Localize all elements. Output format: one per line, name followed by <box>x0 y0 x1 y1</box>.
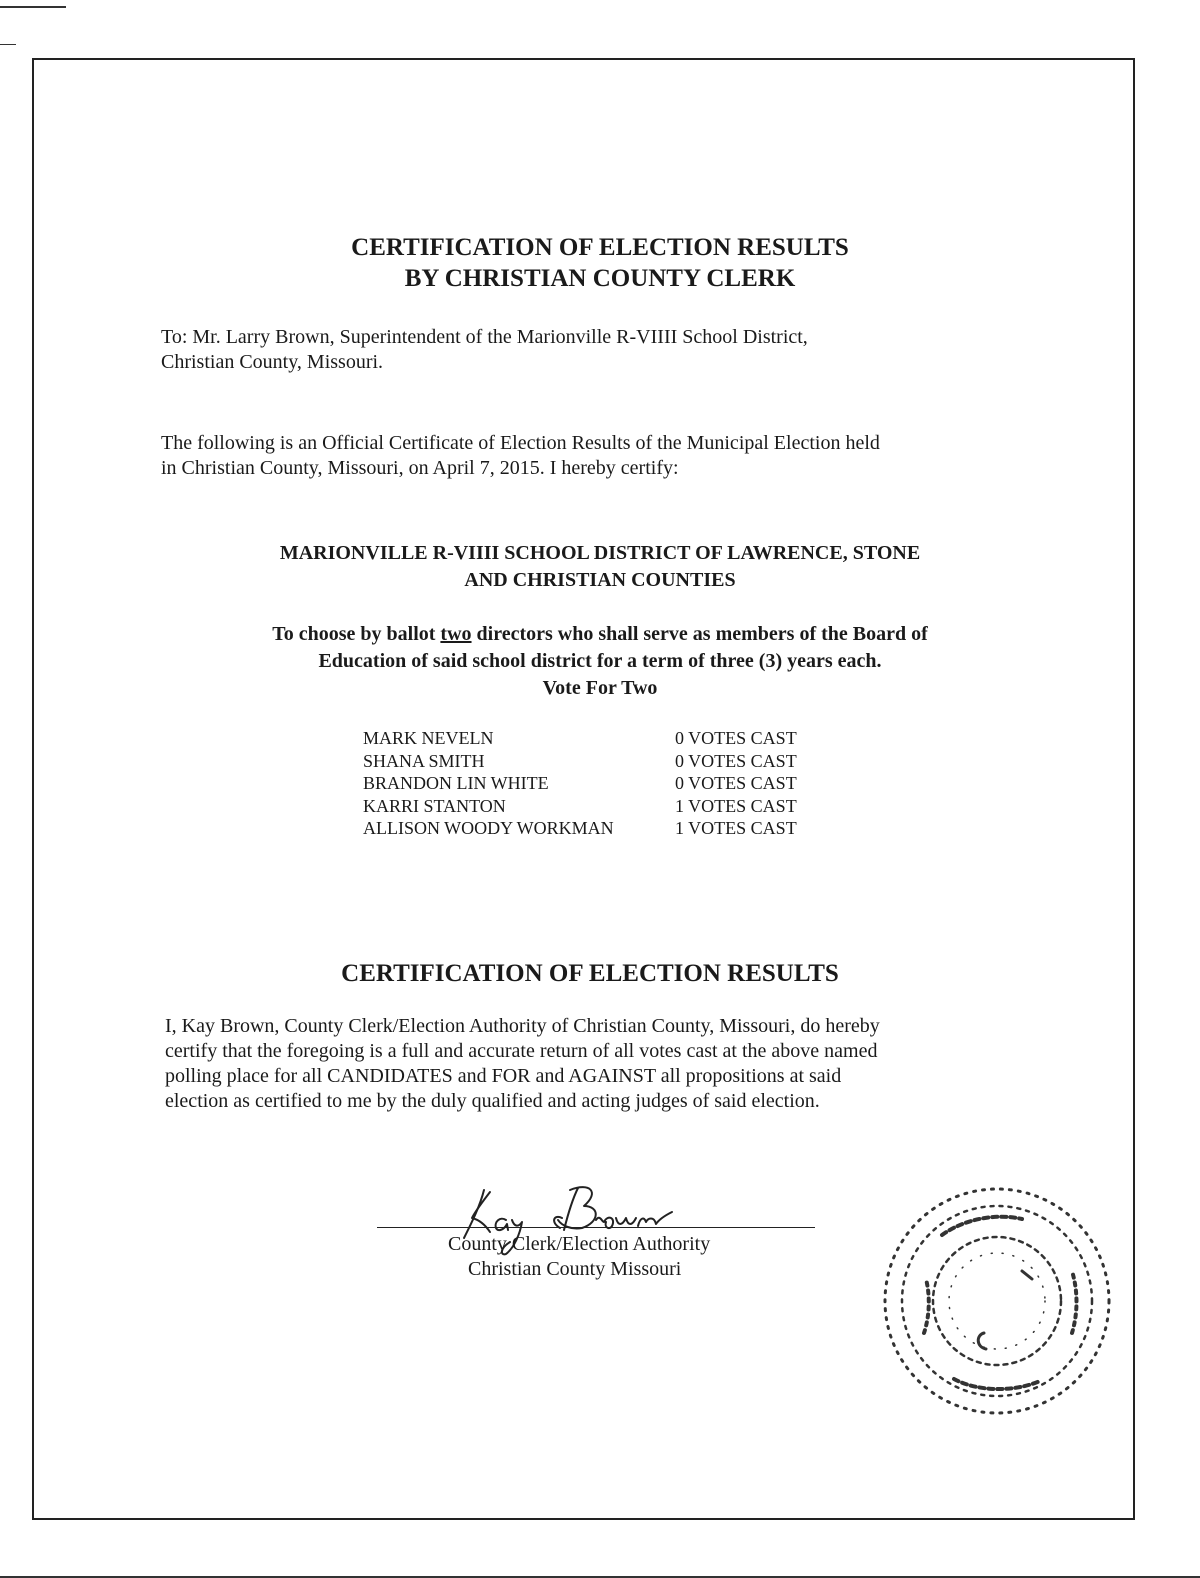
candidate-name: SHANA SMITH <box>363 750 485 771</box>
result-row <box>363 817 797 840</box>
candidate-votes: 1 VOTES CAST <box>675 818 797 838</box>
signature-caption <box>448 1232 710 1282</box>
contest-line-1-pre: To choose by ballot <box>272 623 441 645</box>
county-clerk-seal-icon <box>872 1183 1132 1443</box>
candidate-votes: 1 VOTES CAST <box>675 795 797 816</box>
certification-line-1: I, Kay Brown, County Clerk/Election Authority of Christian County, Missouri, do hereby <box>165 1015 880 1037</box>
district-line-1: MARIONVILLE R-VIIII SCHOOL DISTRICT OF LAWRENCE, STONE <box>279 542 921 564</box>
certification-title: CERTIFICATION OF ELECTION RESULTS <box>341 960 839 987</box>
result-row <box>363 795 797 818</box>
district-line-2: AND CHRISTIAN COUNTIES <box>464 569 736 591</box>
contest-description <box>0 621 1200 702</box>
result-row <box>363 750 797 773</box>
contest-line-1-post: directors who shall serve as members of the Board of <box>471 623 928 645</box>
signature-county: Christian County Missouri <box>468 1258 682 1280</box>
candidate-name: BRANDON LIN WHITE <box>363 773 549 793</box>
district-heading <box>0 540 1200 594</box>
scan-mark <box>0 44 16 45</box>
addressee-line-2: Christian County, Missouri. <box>161 351 384 373</box>
document-title <box>0 232 1200 294</box>
candidate-name: ALLISON WOODY WORKMAN <box>363 818 614 838</box>
result-row <box>363 772 797 795</box>
addressee-line-1: To: Mr. Larry Brown, Superintendent of the Marionville R-VIIII School District, <box>161 326 808 348</box>
candidate-votes: 0 VOTES CAST <box>675 773 797 793</box>
candidate-votes: 0 VOTES CAST <box>675 728 797 748</box>
intro-line-1: The following is an Official Certificate of Election Results of the Municipal Election held <box>161 432 880 454</box>
signature-line <box>377 1227 815 1228</box>
title-line-2: BY CHRISTIAN COUNTY CLERK <box>404 265 796 292</box>
addressee <box>161 325 1061 375</box>
candidate-name: MARK NEVELN <box>363 728 494 748</box>
candidate-name: KARRI STANTON <box>363 795 506 816</box>
certification-line-2: certify that the foregoing is a full and accurate return of all votes cast at the above named <box>165 1040 878 1062</box>
intro-line-2: in Christian County, Missouri, on April 7, 2015. I hereby certify: <box>161 457 679 479</box>
contest-line-1-underlined: two <box>440 623 472 645</box>
signature-title: County Clerk/Election Authority <box>448 1233 711 1255</box>
contest-line-2: Education of said school district for a term of three (3) years each. <box>318 650 882 672</box>
certification-paragraph <box>165 1014 1045 1114</box>
certification-line-3: polling place for all CANDIDATES and FOR and AGAINST all propositions at said <box>165 1065 842 1087</box>
intro-paragraph <box>161 431 1061 481</box>
vote-instruction: Vote For Two <box>542 677 658 699</box>
contest-line-1 <box>0 621 1200 648</box>
results-table <box>363 727 797 840</box>
candidate-votes: 0 VOTES CAST <box>675 750 797 771</box>
scan-mark <box>0 6 66 8</box>
title-line-1: CERTIFICATION OF ELECTION RESULTS <box>351 234 849 261</box>
certification-line-4: election as certified to me by the duly qualified and acting judges of said election. <box>165 1090 820 1112</box>
result-row <box>363 727 797 750</box>
